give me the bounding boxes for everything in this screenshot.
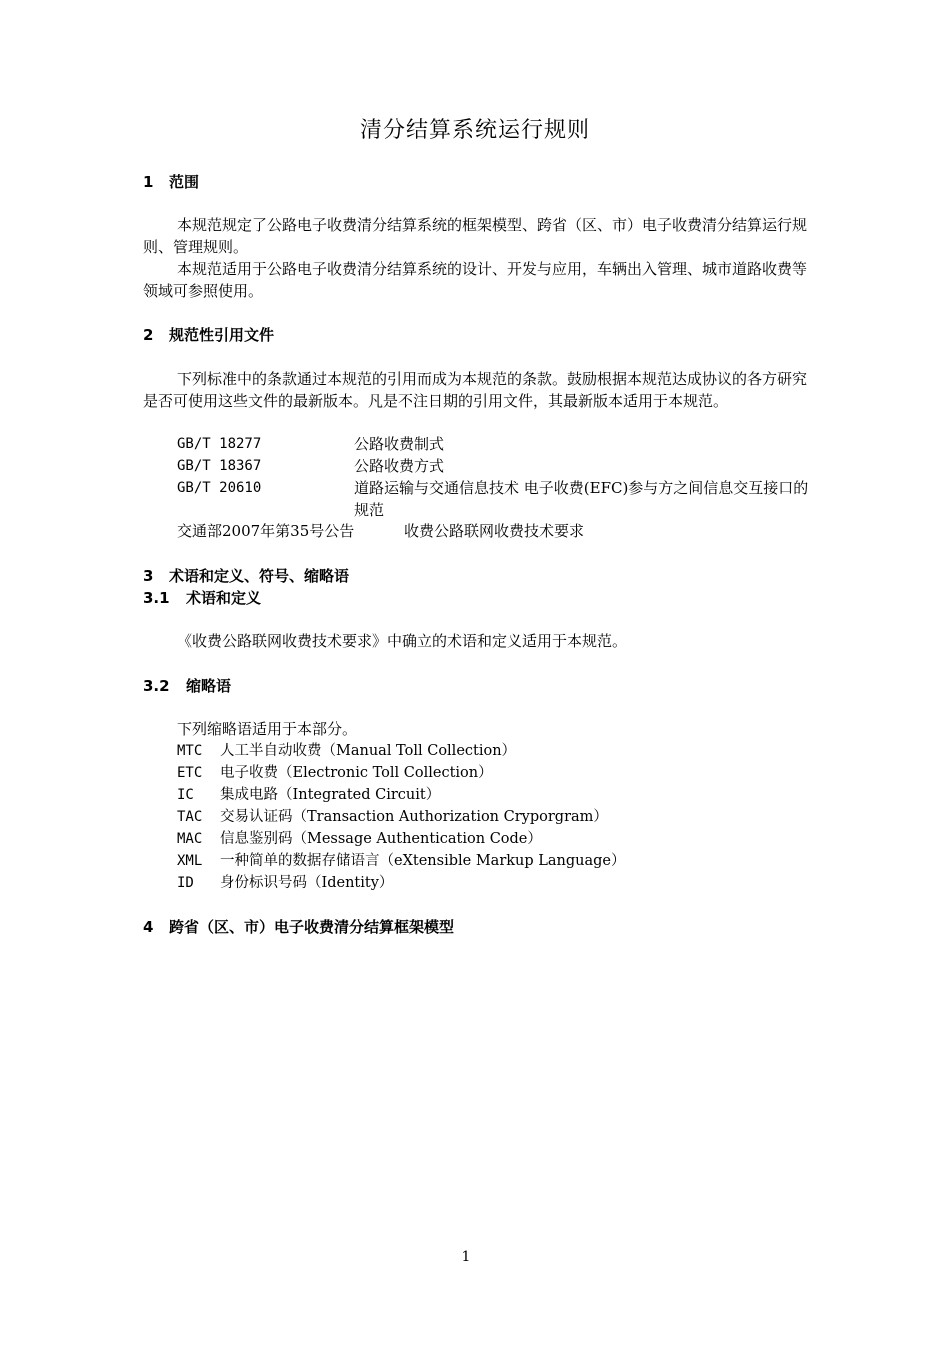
section-4-heading [143, 917, 454, 937]
section-3-1-number: 3.1 [143, 589, 170, 607]
section-3-1-text: 《收费公路联网收费技术要求》中确立的术语和定义适用于本规范。 [177, 632, 628, 650]
reference-code: 交通部2007年第35号公告 [177, 522, 355, 540]
abbreviation-definition: 电子收费（Electronic Toll Collection） [220, 765, 493, 781]
section-2-title: 规范性引用文件 [169, 326, 275, 344]
abbreviation-definition: 人工半自动收费（Manual Toll Collection） [220, 743, 517, 759]
section-3-2-number: 3.2 [143, 677, 170, 695]
section-3-1-title: 术语和定义 [186, 589, 262, 607]
reference-code: GB/T 18367 [177, 458, 262, 474]
section-1-heading [143, 172, 199, 192]
reference-code: GB/T 18277 [177, 436, 262, 452]
reference-title: 收费公路联网收费技术要求 [404, 522, 585, 540]
section-4-title: 跨省（区、市）电子收费清分结算框架模型 [169, 918, 455, 936]
abbreviation-code: TAC [177, 809, 203, 825]
page-number: 1 [461, 1249, 471, 1265]
abbreviation-definition: 集成电路（Integrated Circuit） [220, 787, 441, 803]
abbreviation-row [177, 740, 807, 762]
section-1-paragraph-2: 本规范适用于公路电子收费清分结算系统的设计、开发与应用，车辆出入管理、城市道路收费等领域可参照使用。 [143, 260, 808, 300]
reference-code: GB/T 20610 [177, 480, 262, 496]
abbreviation-definition: 一种简单的数据存储语言（eXtensible Markup Language） [220, 853, 626, 869]
reference-row [177, 520, 807, 542]
section-3-title: 术语和定义、符号、缩略语 [169, 567, 350, 585]
abbreviation-definition: 身份标识号码（Identity） [220, 875, 394, 891]
section-3-1-heading [143, 588, 261, 608]
abbreviation-definition: 信息鉴别码（Message Authentication Code） [220, 831, 542, 847]
abbreviation-code: ID [177, 875, 194, 891]
section-1-paragraph-1: 本规范规定了公路电子收费清分结算系统的框架模型、跨省（区、市）电子收费清分结算运行规则、管理规则。 [143, 216, 808, 256]
section-3-number: 3 [143, 567, 154, 585]
reference-title: 公路收费制式 [354, 435, 445, 453]
section-3-2-title: 缩略语 [186, 677, 232, 695]
reference-title: 公路收费方式 [354, 457, 445, 475]
abbreviation-row [177, 828, 807, 850]
abbreviation-code: ETC [177, 765, 203, 781]
section-2-heading [143, 325, 274, 345]
abbreviation-row [177, 872, 807, 894]
abbreviation-row [177, 850, 807, 872]
abbreviation-code: XML [177, 853, 203, 869]
section-2-intro: 下列标准中的条款通过本规范的引用而成为本规范的条款。鼓励根据本规范达成协议的各方研究是否可使用这些文件的最新版本。凡是不注日期的引用文件，其最新版本适用于本规范。 [143, 370, 808, 410]
abbreviation-row [177, 806, 807, 828]
abbreviation-row [177, 784, 807, 806]
section-1-title: 范围 [169, 173, 200, 191]
section-3-2-intro: 下列缩略语适用于本部分。 [177, 720, 358, 738]
section-3-heading [143, 566, 349, 586]
abbreviation-row [177, 762, 807, 784]
document-title: 清分结算系统运行规则 [359, 118, 590, 143]
abbreviation-code: IC [177, 787, 194, 803]
section-2-number: 2 [143, 326, 154, 344]
reference-row [177, 433, 807, 455]
abbreviation-code: MTC [177, 743, 203, 759]
reference-title: 道路运输与交通信息技术 电子收费(EFC)参与方之间信息交互接口的规范 [354, 479, 809, 519]
abbreviation-code: MAC [177, 831, 203, 847]
abbreviation-definition: 交易认证码（Transaction Authorization Cryporgram） [220, 809, 608, 825]
section-3-2-heading [143, 676, 231, 696]
section-1-number: 1 [143, 173, 154, 191]
reference-row [177, 477, 807, 521]
section-4-number: 4 [143, 918, 154, 936]
reference-row [177, 455, 807, 477]
